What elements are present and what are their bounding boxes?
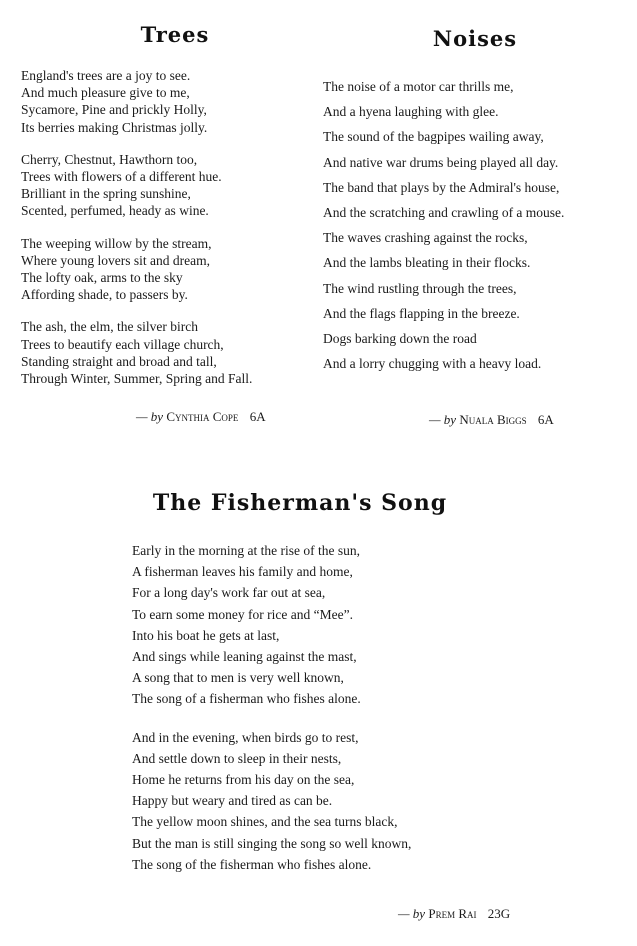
poem-line: Cherry, Chestnut, Hawthorn too, bbox=[21, 151, 198, 167]
poem-line: Trees with flowers of a different hue. bbox=[21, 169, 222, 185]
byline-prefix: — by bbox=[429, 412, 457, 427]
poem-line: Trees to beautify each village church, bbox=[21, 336, 224, 352]
poem-line: And the lambs bleating in their flocks. bbox=[323, 255, 531, 271]
class-label: 6A bbox=[249, 409, 266, 424]
poem-line: The ash, the elm, the silver birch bbox=[21, 319, 198, 335]
poem-line: And a hyena laughing with glee. bbox=[323, 104, 499, 120]
poem-line: England's trees are a joy to see. bbox=[21, 68, 191, 83]
author-name: Nuala Biggs bbox=[459, 412, 527, 427]
poem-line: Sycamore, Pine and prickly Holly, bbox=[21, 102, 207, 118]
poem-line: The wind rustling through the trees, bbox=[323, 280, 517, 296]
class-label: 6A bbox=[537, 412, 554, 427]
poem-line: And sings while leaning against the mast, bbox=[132, 649, 357, 665]
noises-poem bbox=[323, 74, 564, 376]
stanza bbox=[21, 151, 252, 220]
poem-line: The waves crashing against the rocks, bbox=[323, 230, 528, 246]
author-name: Cynthia Cope bbox=[166, 409, 239, 424]
stanza bbox=[21, 235, 252, 304]
poem-line: And in the evening, when birds go to rest, bbox=[132, 729, 359, 745]
poem-line: Through Winter, Summer, Spring and Fall. bbox=[21, 371, 253, 387]
poem-line: Scented, perfumed, heady as wine. bbox=[21, 203, 209, 219]
noises-byline bbox=[429, 412, 554, 428]
byline-prefix: — by bbox=[136, 409, 164, 424]
poem-line: A song that to men is very well known, bbox=[132, 670, 344, 686]
trees-poem bbox=[21, 67, 252, 387]
poem-line: The lofty oak, arms to the sky bbox=[21, 270, 183, 286]
poem-line: Affording shade, to passers by. bbox=[21, 287, 188, 303]
fisherman-byline bbox=[398, 906, 510, 922]
poem-line: A fisherman leaves his family and home, bbox=[132, 564, 353, 580]
poem-line: And much pleasure give to me, bbox=[21, 85, 190, 101]
poem-line: And the scratching and crawling of a mouse. bbox=[323, 205, 565, 221]
stanza bbox=[21, 67, 252, 136]
poem-line: The song of a fisherman who fishes alone. bbox=[132, 691, 361, 707]
fisherman-poem bbox=[132, 540, 411, 875]
poem-line: Standing straight and broad and tall, bbox=[21, 353, 217, 369]
poem-line: For a long day's work far out at sea, bbox=[132, 585, 326, 601]
poem-line: And settle down to sleep in their nests, bbox=[132, 750, 342, 766]
poem-line: Brilliant in the spring sunshine, bbox=[21, 186, 191, 202]
poem-line: But the man is still singing the song so well known, bbox=[132, 835, 412, 851]
poem-line: Happy but weary and tired as can be. bbox=[132, 793, 333, 809]
stanza bbox=[132, 727, 411, 875]
poem-line: The sound of the bagpipes wailing away, bbox=[323, 129, 544, 145]
trees-title: Trees bbox=[140, 22, 210, 47]
poem-line: And a lorry chugging with a heavy load. bbox=[323, 356, 542, 372]
noises-title: Noises bbox=[432, 26, 518, 51]
author-name: Prem Rai bbox=[428, 906, 477, 921]
stanza bbox=[132, 540, 411, 710]
poem-line: The song of the fisherman who fishes alone. bbox=[132, 856, 372, 872]
poem-line: Where young lovers sit and dream, bbox=[21, 252, 210, 268]
poem-line: And native war drums being played all day. bbox=[323, 154, 559, 170]
byline-prefix: — by bbox=[398, 906, 426, 921]
class-label: 23G bbox=[487, 906, 511, 921]
trees-byline bbox=[136, 409, 266, 425]
poem-line: The yellow moon shines, and the sea turns black, bbox=[132, 814, 398, 830]
fisherman-title: The Fisherman's Song bbox=[152, 490, 448, 516]
stanza bbox=[21, 318, 252, 387]
poem-line: Dogs barking down the road bbox=[323, 331, 477, 347]
poem-line: Into his boat he gets at last, bbox=[132, 627, 280, 643]
poem-line: The band that plays by the Admiral's house, bbox=[323, 179, 560, 195]
poem-line: Its berries making Christmas jolly. bbox=[21, 119, 208, 135]
poem-line: Home he returns from his day on the sea, bbox=[132, 772, 355, 788]
poem-line: The weeping willow by the stream, bbox=[21, 235, 212, 251]
poem-line: To earn some money for rice and “Mee”. bbox=[132, 606, 353, 622]
poem-line: The noise of a motor car thrills me, bbox=[323, 79, 514, 94]
poem-line: And the flags flapping in the breeze. bbox=[323, 305, 520, 321]
poem-line: Early in the morning at the rise of the sun, bbox=[132, 543, 360, 558]
